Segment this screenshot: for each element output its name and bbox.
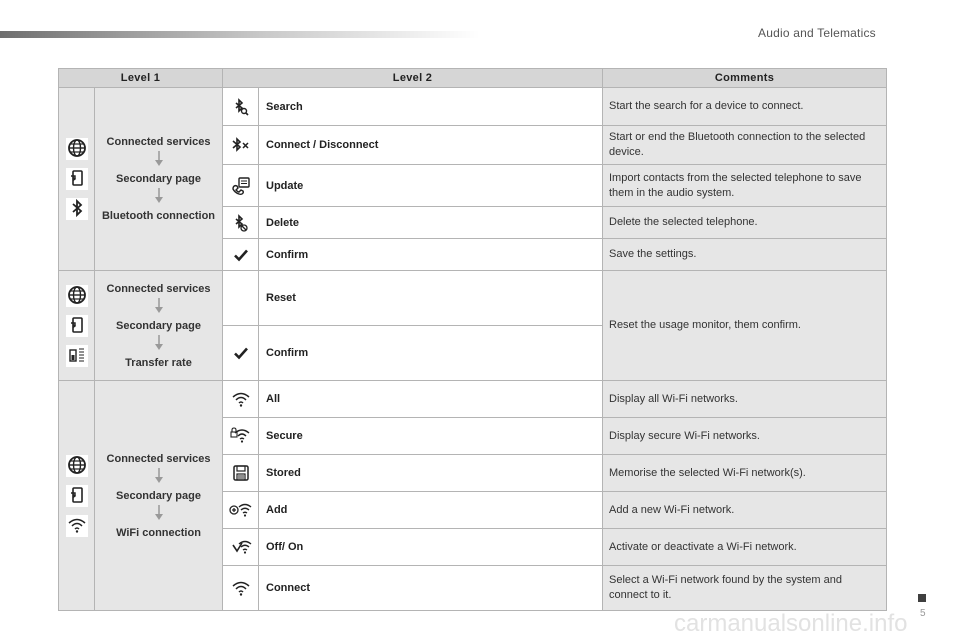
action-secure[interactable]: Secure	[259, 418, 603, 455]
comment-reset-confirm: Reset the usage monitor, them confirm.	[603, 271, 887, 381]
arrow-down-icon	[154, 151, 164, 167]
phone-screen-icon	[66, 168, 88, 190]
table-row	[59, 381, 887, 418]
path-step-target: Transfer rate	[125, 356, 192, 369]
path-step-secondary-page: Secondary page	[116, 173, 201, 185]
path-step-secondary-page: Secondary page	[116, 319, 201, 332]
arrow-down-icon	[154, 335, 164, 351]
wifi-icon[interactable]	[223, 566, 259, 611]
table-row	[59, 271, 887, 326]
save-icon[interactable]	[223, 455, 259, 492]
wifi-secure-icon[interactable]	[223, 418, 259, 455]
table-header-row	[59, 69, 887, 88]
blank-icon-cell	[223, 271, 259, 326]
comment-confirm: Save the settings.	[603, 239, 887, 271]
action-confirm[interactable]: Confirm	[259, 326, 603, 381]
level1-icons-cell	[59, 381, 95, 611]
comment-connect: Select a Wi-Fi network found by the system and connect to it.	[603, 566, 887, 611]
header-gradient-bar	[0, 31, 480, 38]
comment-delete: Delete the selected telephone.	[603, 207, 887, 239]
wifi-toggle-icon[interactable]	[223, 529, 259, 566]
action-stored[interactable]: Stored	[259, 455, 603, 492]
arrow-down-icon	[154, 298, 164, 314]
action-connect[interactable]: Connect	[259, 566, 603, 611]
comment-search: Start the search for a device to connect.	[603, 88, 887, 126]
comment-secure: Display secure Wi-Fi networks.	[603, 418, 887, 455]
globe-icon	[66, 455, 88, 477]
arrow-down-icon	[154, 188, 164, 204]
path-step-connected-services: Connected services	[106, 452, 211, 465]
arrow-down-icon	[154, 468, 164, 484]
path-step-connected-services: Connected services	[106, 136, 211, 148]
level1-path-cell	[95, 271, 223, 381]
action-delete[interactable]: Delete	[259, 207, 603, 239]
transfer-rate-icon	[66, 345, 88, 367]
action-connect-disconnect[interactable]: Connect / Disconnect	[259, 126, 603, 165]
comment-update: Import contacts from the selected telephone to save them in the audio system.	[603, 165, 887, 207]
checkmark-icon[interactable]	[223, 239, 259, 271]
comment-stored: Memorise the selected Wi-Fi network(s).	[603, 455, 887, 492]
comment-connect-disconnect: Start or end the Bluetooth connection to the selected device.	[603, 126, 887, 165]
action-add[interactable]: Add	[259, 492, 603, 529]
wifi-add-icon[interactable]	[223, 492, 259, 529]
action-all[interactable]: All	[259, 381, 603, 418]
level1-icons-cell	[59, 88, 95, 271]
globe-icon	[66, 138, 88, 160]
checkmark-icon[interactable]	[223, 326, 259, 381]
level1-path-cell	[95, 381, 223, 611]
menu-table	[58, 68, 887, 611]
col-header-level1: Level 1	[59, 69, 223, 88]
comment-all: Display all Wi-Fi networks.	[603, 381, 887, 418]
watermark: carmanualsonline.info	[674, 610, 908, 637]
action-confirm[interactable]: Confirm	[259, 239, 603, 271]
phone-contacts-update-icon[interactable]	[223, 165, 259, 207]
action-reset[interactable]: Reset	[259, 271, 603, 326]
action-search[interactable]: Search	[259, 88, 603, 126]
bluetooth-search-icon[interactable]	[223, 88, 259, 126]
path-step-connected-services: Connected services	[106, 282, 211, 295]
action-off-on[interactable]: Off/ On	[259, 529, 603, 566]
path-step-target: Bluetooth connection	[101, 210, 216, 222]
bluetooth-delete-icon[interactable]	[223, 207, 259, 239]
level1-path-cell	[95, 88, 223, 271]
phone-screen-icon	[66, 315, 88, 337]
comment-add: Add a new Wi-Fi network.	[603, 492, 887, 529]
path-step-secondary-page: Secondary page	[116, 489, 201, 502]
col-header-comments: Comments	[603, 69, 887, 88]
page-number: 5	[920, 608, 926, 619]
action-update[interactable]: Update	[259, 165, 603, 207]
phone-screen-icon	[66, 485, 88, 507]
footer-marker	[918, 594, 926, 602]
section-title: Audio and Telematics	[758, 26, 876, 40]
globe-icon	[66, 285, 88, 307]
level1-icons-cell	[59, 271, 95, 381]
col-header-level2: Level 2	[223, 69, 603, 88]
bluetooth-connect-icon[interactable]	[223, 126, 259, 165]
wifi-icon	[66, 515, 88, 537]
comment-off-on: Activate or deactivate a Wi-Fi network.	[603, 529, 887, 566]
wifi-icon[interactable]	[223, 381, 259, 418]
bluetooth-icon	[66, 198, 88, 220]
table-row	[59, 88, 887, 126]
arrow-down-icon	[154, 505, 164, 521]
path-step-target: WiFi connection	[116, 526, 201, 539]
